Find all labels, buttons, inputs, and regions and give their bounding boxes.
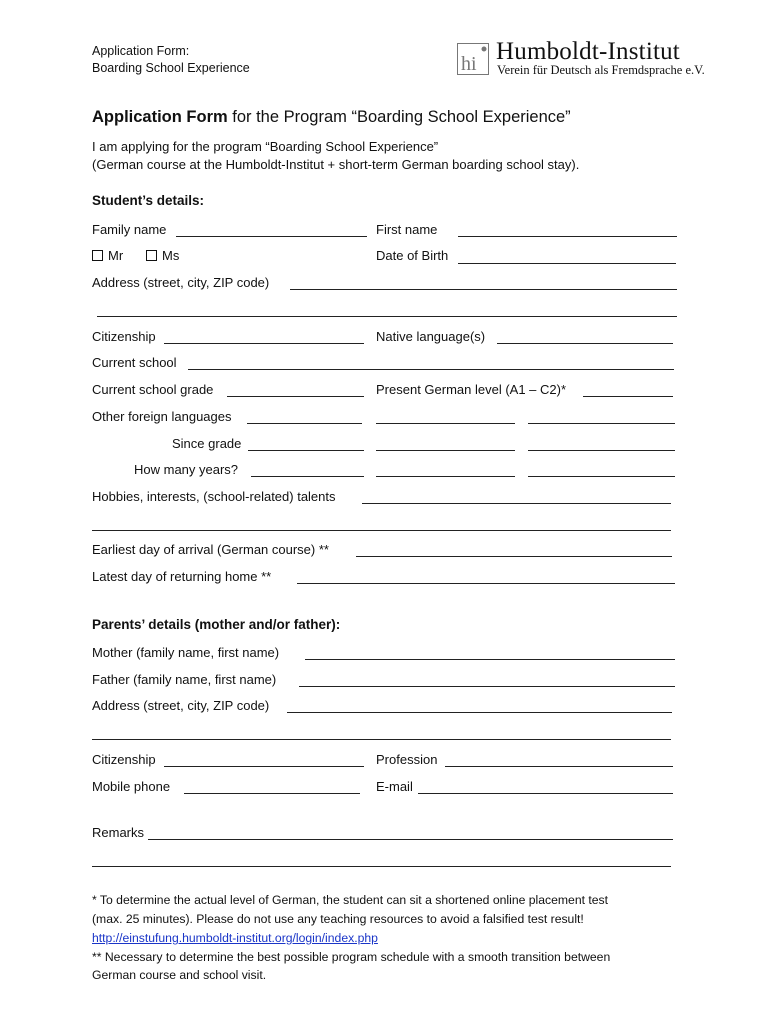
years-field-1[interactable] [251, 476, 364, 477]
arrival-label: Earliest day of arrival (German course) ** [92, 542, 329, 557]
parents-address-field-line-2[interactable] [92, 739, 671, 740]
profession-label: Profession [376, 752, 438, 767]
family-name-field[interactable] [176, 236, 367, 237]
mobile-label: Mobile phone [92, 779, 171, 794]
remarks-field-line-2[interactable] [92, 866, 671, 867]
header-line-1: Application Form: [92, 44, 190, 58]
current-school-field[interactable] [188, 369, 674, 370]
remarks-label: Remarks [92, 825, 145, 840]
parents-citizenship-label: Citizenship [92, 752, 156, 767]
since-grade-field-1[interactable] [248, 450, 364, 451]
current-school-label: Current school [92, 355, 177, 370]
first-name-field[interactable] [458, 236, 677, 237]
german-level-label: Present German level (A1 – C2)* [376, 382, 567, 397]
other-language-field-1[interactable] [247, 423, 362, 424]
school-grade-label: Current school grade [92, 382, 214, 397]
footnote-2-line-1: ** Necessary to determine the best possible program schedule with a smooth transition between [92, 950, 611, 964]
since-grade-label: Since grade [172, 436, 242, 451]
header-line-2: Boarding School Experience [92, 61, 250, 75]
parents-heading: Parents’ details (mother and/or father): [92, 617, 341, 632]
family-name-label: Family name [92, 222, 167, 237]
mr-option[interactable] [92, 248, 123, 264]
svg-text:hi: hi [461, 53, 477, 75]
father-field[interactable] [299, 686, 675, 687]
title-bold: Application Form [92, 108, 228, 126]
arrival-field[interactable] [356, 556, 672, 557]
hobbies-field[interactable] [362, 503, 671, 504]
address-label: Address (street, city, ZIP code) [92, 275, 270, 290]
native-language-field[interactable] [497, 343, 673, 344]
return-label: Latest day of returning home ** [92, 569, 272, 584]
footnote-1-line-1: * To determine the actual level of German, the student can sit a shortened online placement test [92, 893, 609, 907]
ms-checkbox[interactable] [146, 250, 157, 261]
school-grade-field[interactable] [227, 396, 364, 397]
father-label: Father (family name, first name) [92, 672, 277, 687]
mother-label: Mother (family name, first name) [92, 645, 280, 660]
footnote-2-line-2: German course and school visit. [92, 968, 267, 982]
german-level-field[interactable] [583, 396, 673, 397]
return-field[interactable] [297, 583, 675, 584]
other-language-field-2[interactable] [376, 423, 515, 424]
mobile-field[interactable] [184, 793, 360, 794]
since-grade-field-2[interactable] [376, 450, 515, 451]
other-languages-label: Other foreign languages [92, 409, 232, 424]
logo-subtitle: Verein für Deutsch als Fremdsprache e.V. [497, 63, 705, 77]
intro-line-1: I am applying for the program “Boarding School Experience” [92, 139, 439, 154]
address-field-line-2[interactable] [97, 316, 677, 317]
how-many-years-label: How many years? [134, 462, 239, 477]
ms-label: Ms [162, 248, 180, 263]
student-heading: Student’s details: [92, 193, 205, 208]
intro-line-2: (German course at the Humboldt-Institut + short-term German boarding school stay). [92, 157, 580, 172]
dob-field[interactable] [458, 263, 676, 264]
years-field-3[interactable] [528, 476, 675, 477]
parents-address-field[interactable] [287, 712, 672, 713]
citizenship-field[interactable] [164, 343, 364, 344]
first-name-label: First name [376, 222, 438, 237]
profession-field[interactable] [445, 766, 673, 767]
email-field[interactable] [418, 793, 673, 794]
years-field-2[interactable] [376, 476, 515, 477]
ms-option[interactable] [146, 248, 179, 264]
mother-field[interactable] [305, 659, 675, 660]
dob-label: Date of Birth [376, 248, 449, 263]
title-rest: for the Program “Boarding School Experience” [227, 108, 571, 126]
other-language-field-3[interactable] [528, 423, 675, 424]
placement-test-link[interactable]: http://einstufung.humboldt-institut.org/login/index.php [92, 931, 378, 945]
hobbies-field-line-2[interactable] [92, 530, 671, 531]
mr-checkbox[interactable] [92, 250, 103, 261]
address-field[interactable] [290, 289, 677, 290]
humboldt-logo-icon [457, 43, 489, 75]
parents-citizenship-field[interactable] [164, 766, 364, 767]
footnote-1-line-2: (max. 25 minutes). Please do not use any teaching resources to avoid a falsified test result! [92, 912, 584, 926]
logo-name: Humboldt-Institut [496, 38, 680, 65]
page-title [92, 108, 571, 127]
parents-address-label: Address (street, city, ZIP code) [92, 698, 270, 713]
citizenship-label: Citizenship [92, 329, 156, 344]
since-grade-field-3[interactable] [528, 450, 675, 451]
remarks-field[interactable] [148, 839, 673, 840]
email-label: E-mail [376, 779, 413, 794]
hobbies-label: Hobbies, interests, (school-related) talents [92, 489, 336, 504]
native-language-label: Native language(s) [376, 329, 486, 344]
mr-label: Mr [108, 248, 124, 263]
